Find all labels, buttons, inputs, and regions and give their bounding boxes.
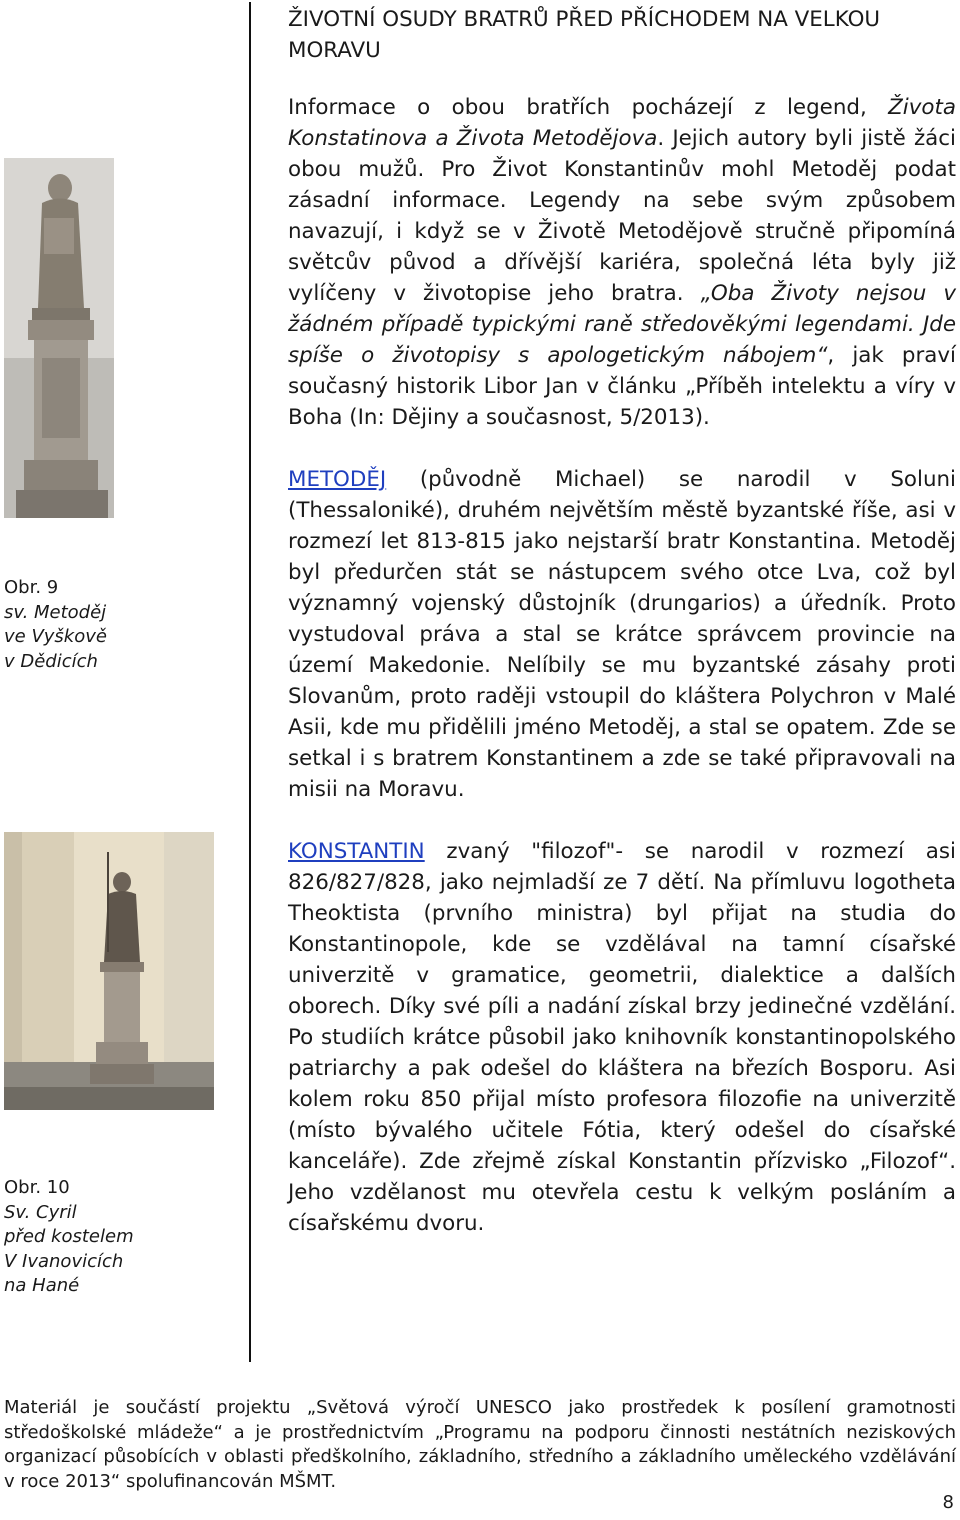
intro-paragraph bbox=[288, 92, 956, 433]
caption-fig10-line2: Sv. Cyril bbox=[4, 1201, 77, 1223]
section-heading: ŽIVOTNÍ OSUDY BRATRŮ PŘED PŘÍCHODEM NA VELKOU MORAVU bbox=[288, 7, 881, 63]
caption-fig9 bbox=[4, 576, 154, 674]
photo-statue-metodej bbox=[4, 158, 114, 518]
caption-fig10-line1: Obr. 10 bbox=[4, 1177, 70, 1198]
intro-text-b: Života Konstatinova a Života Metodějova bbox=[288, 95, 956, 151]
metodej-text: (původně Michael) se narodil v Soluni (Thessaloniké), druhém největším městě byzantské říše, asi v rozmezí let 813-815 jako nejstarší bratr Konstantina. Metoděj byl předurčen stát se nástupcem svého otce Lva, což byl významný vojenský důstojník (drungarios) a úředník. Proto vystudoval práva a stal se krátce správcem provincie na území Makedonie. Nelíbily se mu byzantské zásahy proti Slovanům, proto raději vstoupil do kláštera Polychron v Malé Asii, kde mu přidělili jméno Metoděj, a stal se opatem. Zde se setkal i s bratrem Konstantinem a zde se také připravovali na misii na Moravu. bbox=[288, 467, 956, 802]
footer-text: Materiál je součástí projektu „Světová výročí UNESCO jako prostředek k posílení gramotnosti středoškolské mládeže“ a je prostřednictvím „Programu na podporu činnosti nestátních neziskových organizací působících v oblasti předškolního, základního, středního a základního uměleckého vzdělávání v roce 2013“ spolufinancován MŠMT. bbox=[4, 1397, 956, 1492]
page-number: 8 bbox=[942, 1492, 954, 1513]
main-text-column bbox=[288, 4, 956, 1239]
metodej-link[interactable]: METODĚJ bbox=[288, 467, 387, 492]
caption-fig10 bbox=[4, 1176, 154, 1299]
konstantin-text: zvaný "filozof"- se narodil v rozmezí asi 826/827/828, jako nejmladší ze 7 dětí. Na přímluvu logotheta Theoktista (prvního ministra) byl přijat na studia do Konstantinopole, kde se vzdělával na tamní císařské univerzitě v gramatice, geometrii, dialektice a dalších oborech. Díky své píli a nadání získal brzy jedinečné vzdělání. Po studiích krátce působil jako knihovník konstantinopolského patriarchy a pak odešel do kláštera na březích Bosporu. Asi kolem roku 850 přijal místo profesora filozofie na univerzitě (místo bývalého učitele Fótia, který odešel do císařské kanceláře). Zde zřejmě získal Konstantin přízvisko „Filozof“. Jeho vzdělanost mu otevřela cestu k velkým posláním a císařskému dvoru. bbox=[288, 839, 956, 1236]
column-divider bbox=[249, 2, 251, 1362]
caption-fig10-line5: na Hané bbox=[4, 1275, 80, 1296]
konstantin-paragraph bbox=[288, 836, 956, 1239]
caption-fig10-line3: před kostelem bbox=[4, 1226, 134, 1247]
photo-statue-cyril bbox=[4, 832, 214, 1110]
intro-text-e: , jak praví současný historik Libor Jan v článku „Příběh intelektu a víry v Boha (In: Dějiny a současnost, 5/2013). bbox=[288, 343, 956, 430]
footer-note bbox=[4, 1396, 956, 1494]
caption-fig9-line3: ve Vyškově bbox=[4, 626, 107, 647]
konstantin-link[interactable]: KONSTANTIN bbox=[288, 839, 425, 864]
caption-fig9-line1: Obr. 9 bbox=[4, 577, 59, 598]
caption-fig9-line2: sv. Metoděj bbox=[4, 601, 107, 623]
metodej-paragraph bbox=[288, 464, 956, 805]
intro-text-c: . Jejich autory byli jistě žáci obou mužů. Pro Život Konstantinův mohl Metoděj podat zásadní informace. Legendy na sebe svým způsobem navazují, i když se v Životě Metodějově stručně připomíná světcův původ a dřívější kariéra, společná léta byly již vylíčeny v životopise jeho bratra. bbox=[288, 126, 956, 306]
caption-fig9-line4: v Dědicích bbox=[4, 650, 98, 672]
intro-quote: „Oba Životy nejsou v žádném případě typickými raně středověkými legendami. Jde spíše o životopisy s apologetickým nábojem“ bbox=[288, 281, 956, 368]
intro-text-a: Informace o obou bratřích pocházejí z legend, bbox=[288, 95, 889, 120]
caption-fig10-line4: V Ivanovicích bbox=[4, 1250, 124, 1272]
